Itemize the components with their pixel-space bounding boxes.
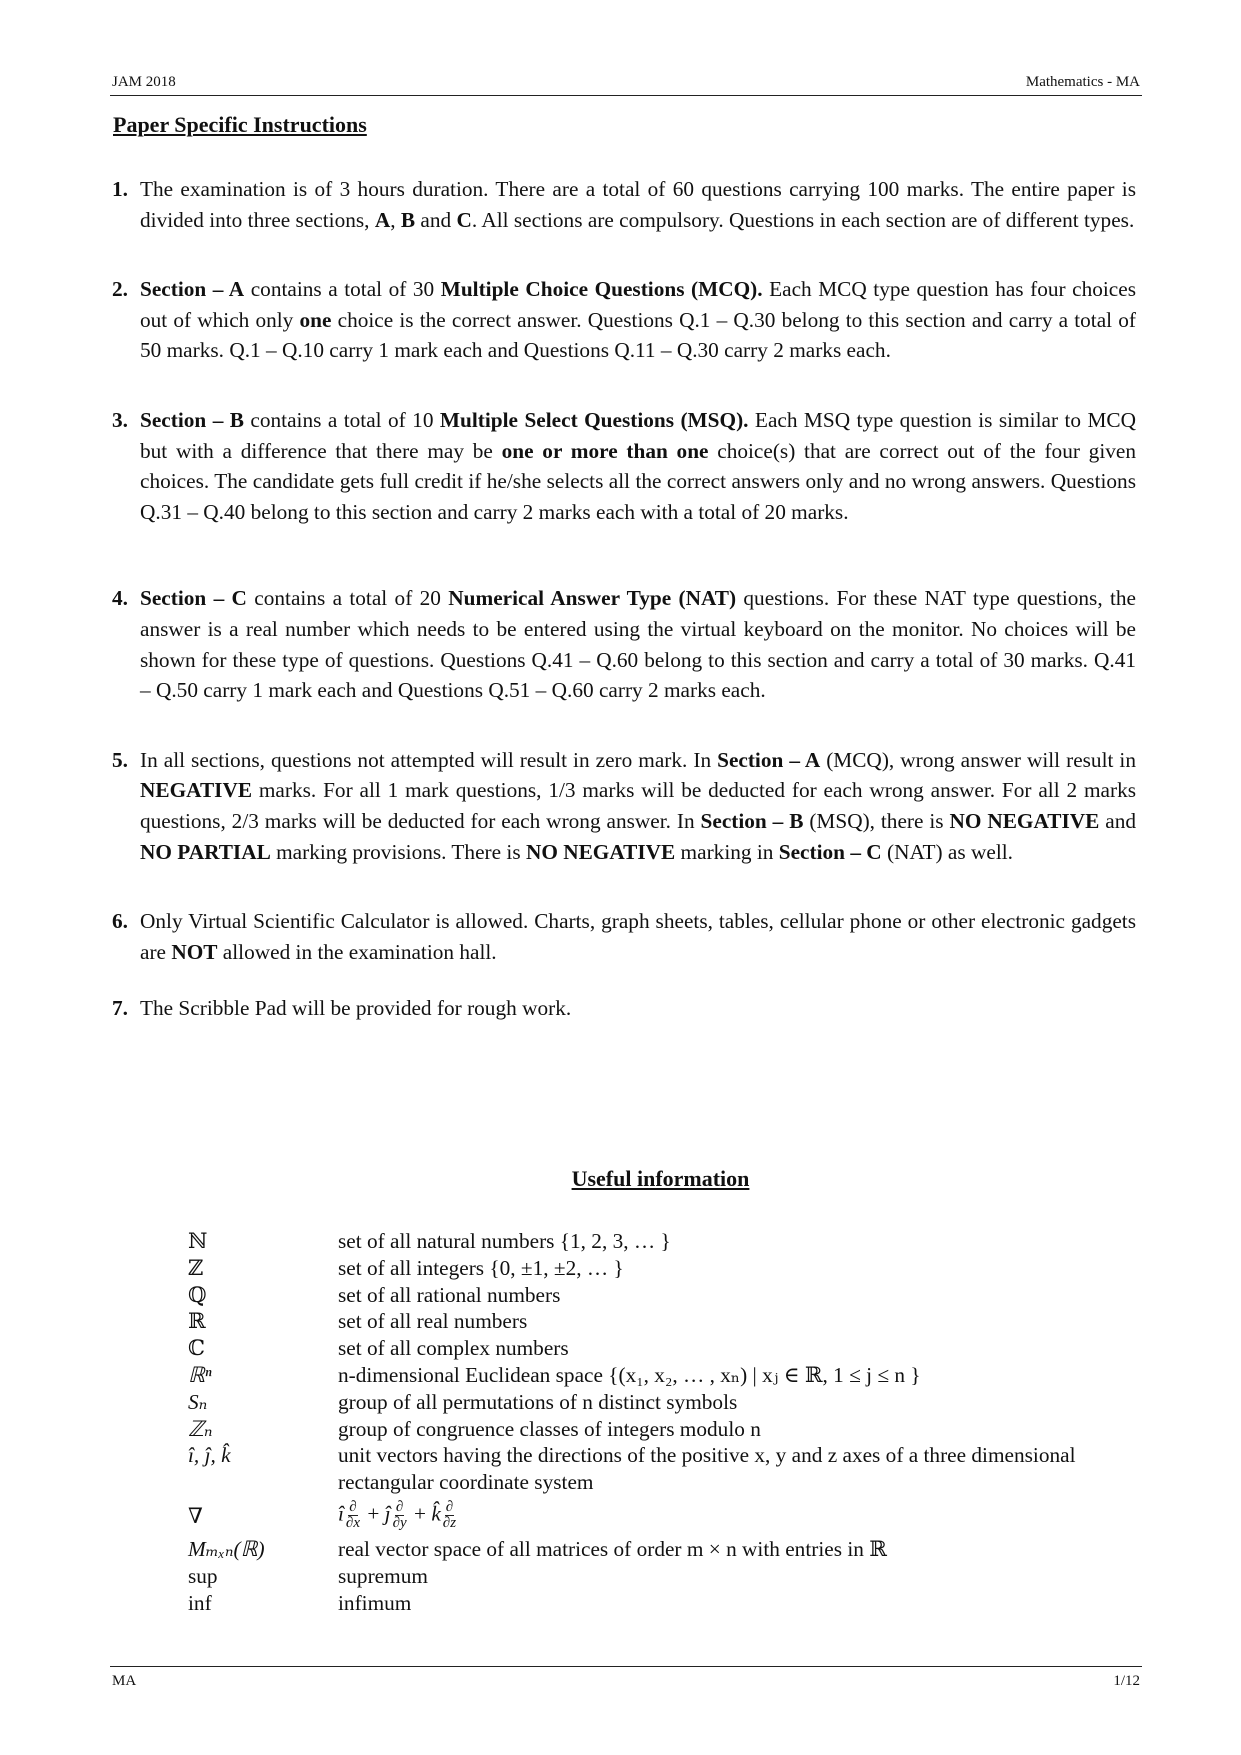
definition-symbol: ℚ — [188, 1282, 207, 1307]
instruction-item — [112, 274, 1136, 366]
footer-right: 1/12 — [1113, 1673, 1140, 1689]
definition-symbol: inf — [188, 1590, 212, 1615]
definition-text: group of all permutations of n distinct symbols — [338, 1389, 738, 1414]
instruction-number: 1. — [112, 177, 128, 201]
instruction-text: In all sections, questions not attempted will result in zero mark. In Section – A (MCQ), wrong answer will result in NEGATIVE marks. For all 1 mark questions, 1/3 marks will be deducted for each wrong answer. For all 2 marks questions, 2/3 marks will be deducted for each wrong answer. In Section – B (MSQ), there is NO NEGATIVE and NO PARTIAL marking provisions. There is NO NEGATIVE marking in Section – C (NAT) as well. — [140, 747, 1136, 864]
definition-row — [188, 1282, 1098, 1309]
definition-symbol: ℤ — [188, 1255, 204, 1280]
definition-text: set of all real numbers — [338, 1309, 528, 1334]
definition-symbol: sup — [188, 1563, 218, 1588]
definition-text: set of all integers {0, ±1, ±2, … } — [338, 1255, 624, 1280]
definition-text: î $\frac{\partial}{\partial x}$ + ĵ $\frac{\partial}{\partial y}$ + k̂ $\frac{\partial}{\partial z}$ — [338, 1499, 457, 1532]
header-rule — [110, 95, 1142, 96]
definition-row — [188, 1255, 1098, 1282]
partial-derivative-fraction: $\frac{\partial}{\partial x}$ — [345, 1499, 360, 1532]
definition-row — [188, 1496, 1098, 1536]
definition-row — [188, 1442, 1098, 1496]
partial-derivative-fraction: $\frac{\partial}{\partial y}$ — [392, 1499, 407, 1532]
instruction-number: 5. — [112, 747, 128, 772]
instruction-text: Section – B contains a total of 10 Multiple Select Questions (MSQ). Each MSQ type question is similar to MCQ but with a difference that there may be one or more than one choice(s) that are correct out of the four given choices. The candidate gets full credit if he/she selects all the correct answers only and no wrong answers. Questions Q.31 – Q.40 belong to this section and carry 2 marks each with a total of 20 marks. — [140, 407, 1136, 524]
definition-text: infimum — [338, 1590, 412, 1615]
definition-symbol: ℤₙ — [188, 1416, 213, 1441]
definition-symbol: ℝⁿ — [188, 1362, 212, 1387]
instruction-text: Only Virtual Scientific Calculator is allowed. Charts, graph sheets, tables, cellular phone or other electronic gadgets are NOT allowed in the examination hall. — [140, 909, 1136, 964]
definition-row — [188, 1308, 1098, 1335]
instruction-number: 2. — [112, 277, 128, 302]
definition-text: supremum — [338, 1563, 428, 1588]
instruction-number: 3. — [112, 407, 128, 432]
definition-row — [188, 1335, 1098, 1362]
definition-row — [188, 1228, 1098, 1255]
definition-symbol: ∇ — [188, 1503, 203, 1528]
instruction-item — [112, 906, 1136, 967]
definition-symbol: î, ĵ, k̂ — [188, 1443, 231, 1468]
useful-info-title: Useful information — [571, 1166, 750, 1191]
definition-text: set of all rational numbers — [338, 1282, 561, 1307]
definition-text: unit vectors having the directions of the positive x, y and z axes of a three dimensional rectangular coordinate system — [338, 1443, 1076, 1495]
instruction-text: The examination is of 3 hours duration. There are a total of 60 questions carrying 100 marks. The entire paper is divided into three sections, A, B and C. All sections are compulsory. Questions in each section are of different types. — [140, 177, 1136, 232]
definition-text: set of all natural numbers {1, 2, 3, … } — [338, 1229, 671, 1253]
page-footer — [112, 1673, 1140, 1690]
instruction-number: 7. — [112, 996, 128, 1021]
definition-row — [188, 1590, 1098, 1617]
instruction-text: Section – A contains a total of 30 Multiple Choice Questions (MCQ). Each MCQ type question has four choices out of which only one choice is the correct answer. Questions Q.1 – Q.30 belong to this section and carry a total of 50 marks. Q.1 – Q.10 carry 1 mark each and Questions Q.11 – Q.30 carry 2 marks each. — [140, 277, 1137, 363]
definitions-table — [188, 1228, 1098, 1616]
definition-text: set of all complex numbers — [338, 1336, 569, 1361]
instruction-item — [112, 405, 1136, 527]
definition-symbol: Sₙ — [188, 1389, 208, 1414]
definition-row — [188, 1362, 1098, 1389]
definition-row — [188, 1563, 1098, 1590]
header-left: JAM 2018 — [112, 74, 176, 90]
instruction-item — [112, 583, 1136, 705]
footer-rule — [110, 1666, 1142, 1667]
definition-row — [188, 1389, 1098, 1416]
instruction-item — [112, 745, 1136, 867]
definition-symbol: Mₘₓₙ(ℝ) — [188, 1536, 265, 1561]
definition-text: real vector space of all matrices of order m × n with entries in ℝ — [338, 1536, 887, 1561]
header-right: Mathematics - MA — [1025, 74, 1140, 90]
instruction-text: The Scribble Pad will be provided for rough work. — [140, 996, 572, 1021]
definition-text: n-dimensional Euclidean space {(x₁, x₂, … , xₙ) | xⱼ ∈ ℝ, 1 ≤ j ≤ n } — [338, 1362, 921, 1387]
partial-derivative-fraction: $\frac{\partial}{\partial z}$ — [442, 1499, 457, 1532]
instruction-item — [112, 174, 1136, 235]
instruction-item — [112, 993, 1136, 1024]
footer-left: MA — [112, 1673, 137, 1689]
instruction-list — [112, 174, 1136, 1024]
definition-row — [188, 1536, 1098, 1563]
page-title: Paper Specific Instructions — [113, 112, 367, 137]
definition-text: group of congruence classes of integers modulo n — [338, 1416, 761, 1441]
definition-symbol: ℂ — [188, 1336, 205, 1361]
instruction-number: 6. — [112, 909, 128, 934]
definition-symbol: ℝ — [188, 1309, 206, 1334]
definition-row — [188, 1416, 1098, 1443]
instruction-text: Section – C contains a total of 20 Numerical Answer Type (NAT) questions. For these NAT type questions, the answer is a real number which needs to be entered using the virtual keyboard on the monitor. No choices will be shown for these type of questions. Questions Q.41 – Q.60 belong to this section and carry a total of 30 marks. Q.41 – Q.50 carry 1 mark each and Questions Q.51 – Q.60 carry 2 marks each. — [140, 586, 1136, 703]
definition-symbol: ℕ — [188, 1229, 208, 1253]
instruction-number: 4. — [112, 586, 128, 611]
page-header — [112, 74, 1140, 91]
